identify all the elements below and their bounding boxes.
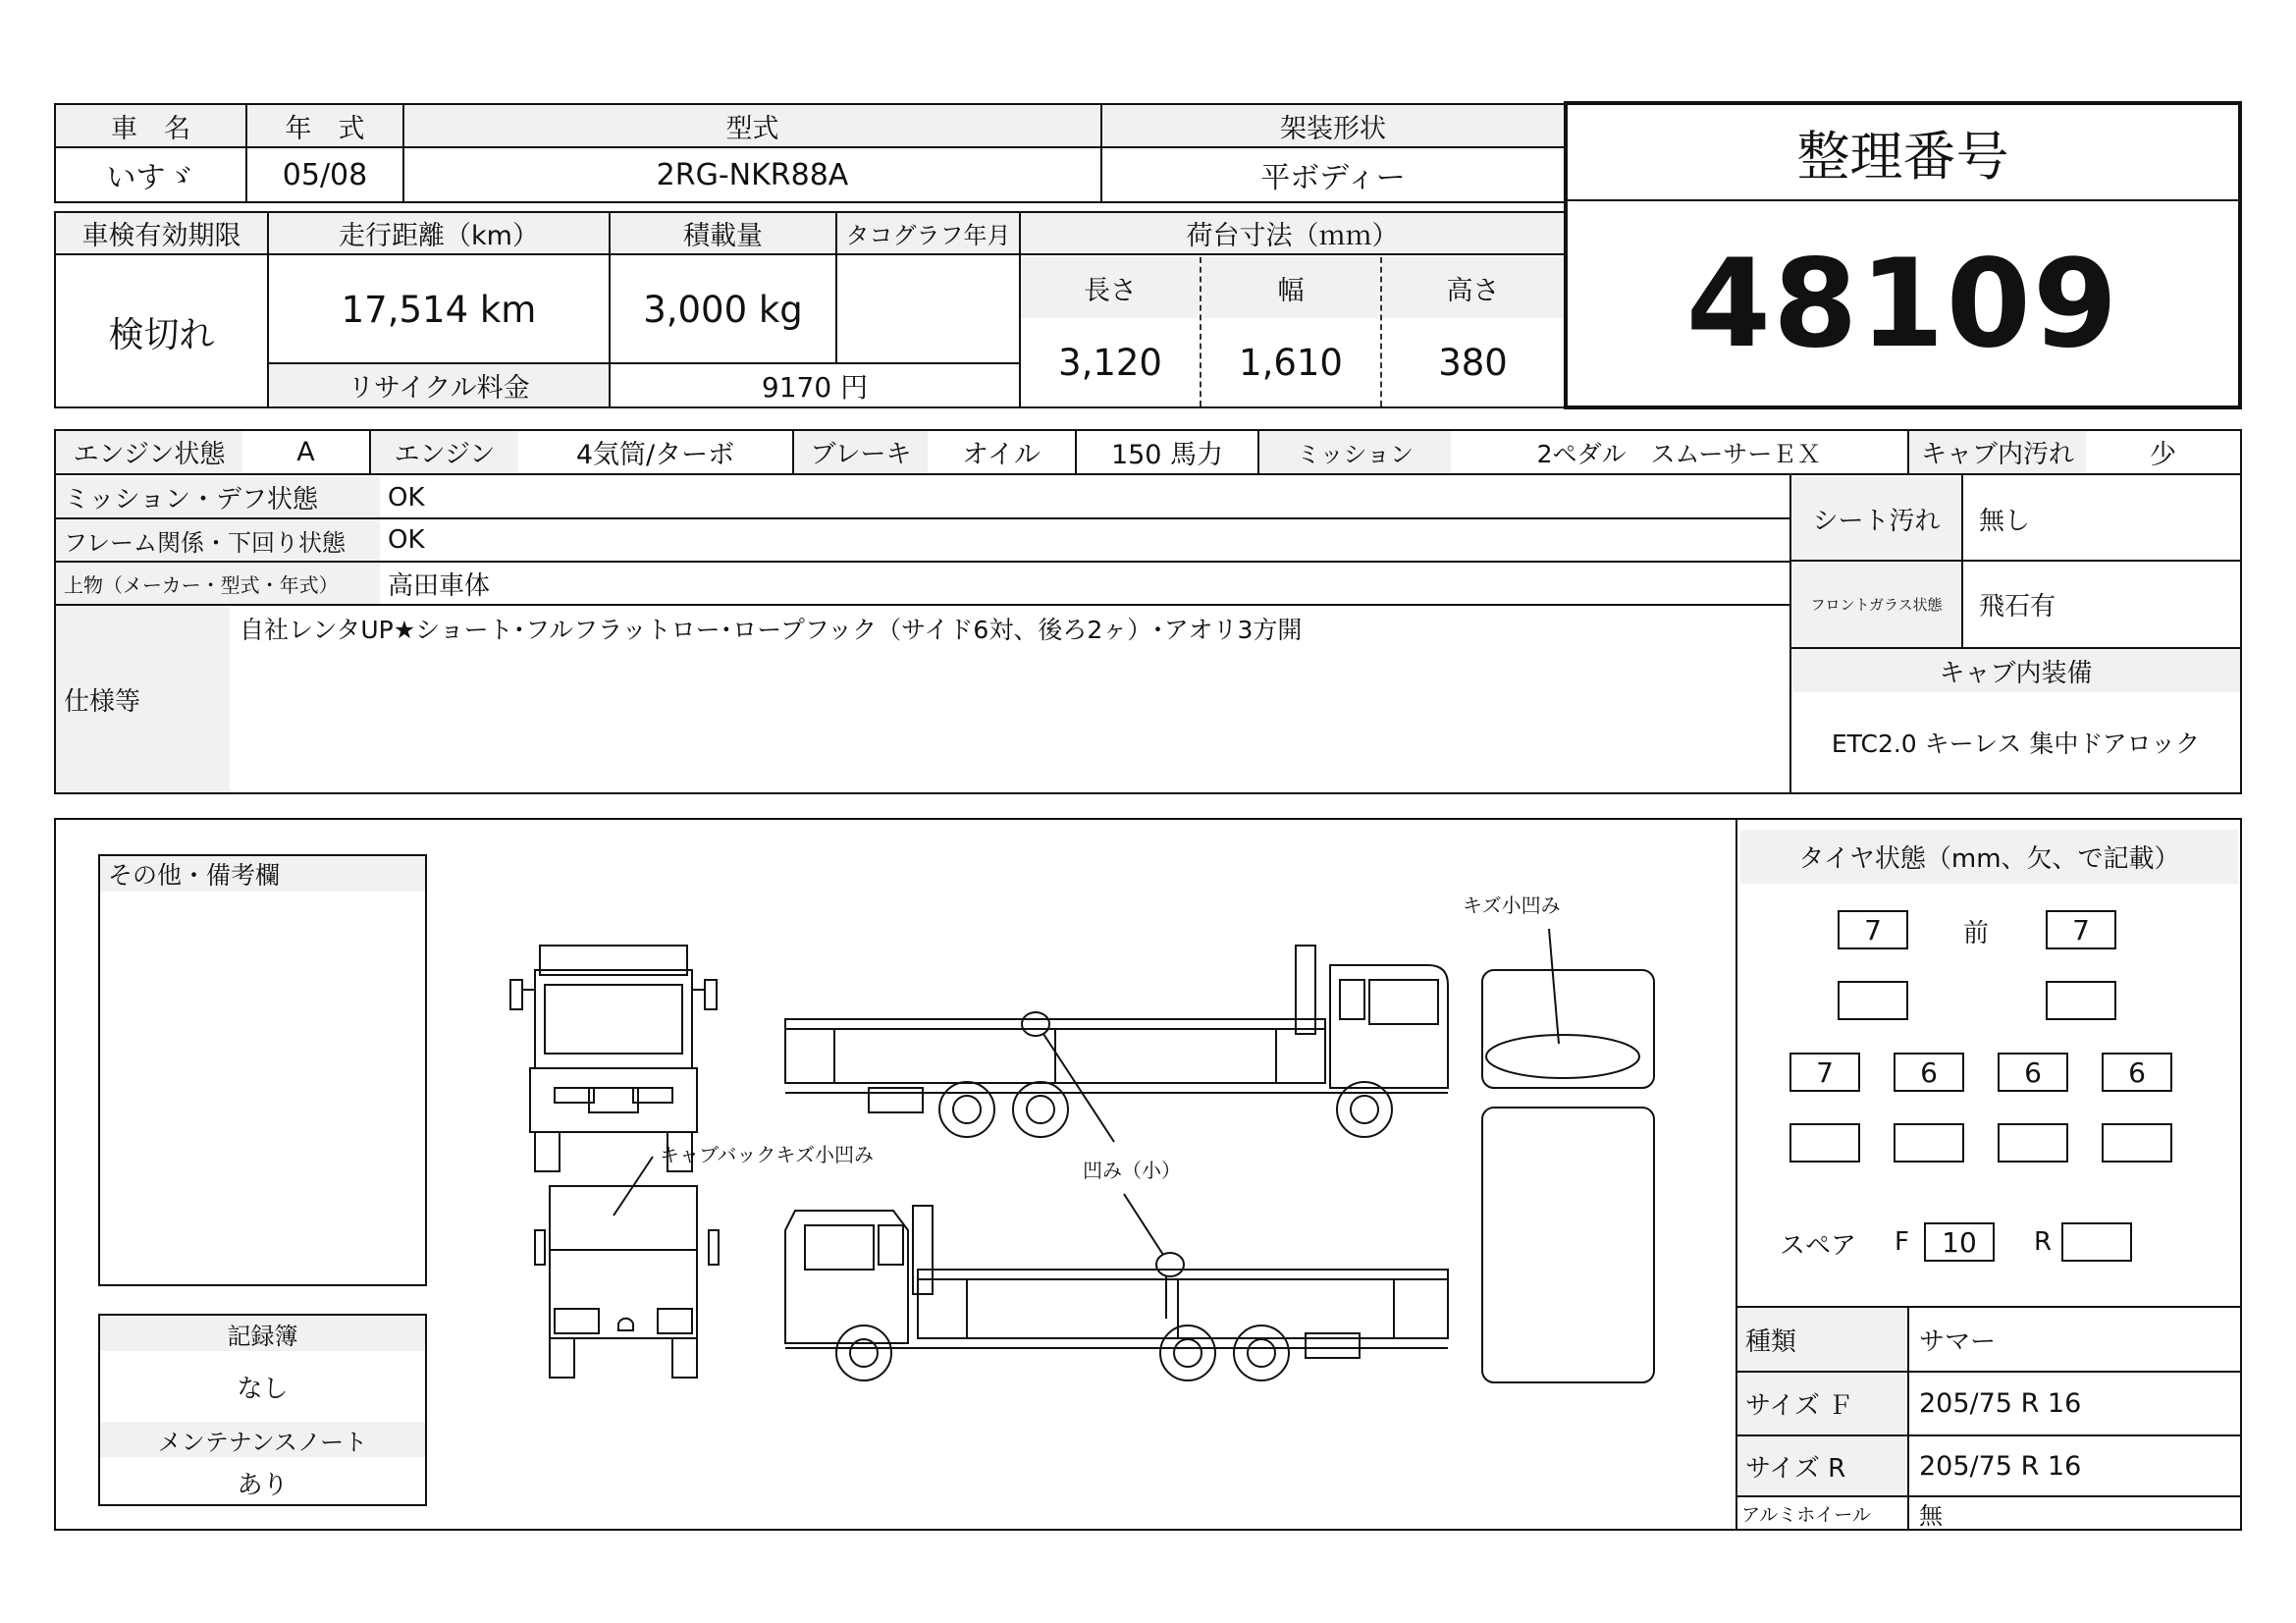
- vehicle-name-value: いすゞ: [106, 161, 195, 195]
- year-value: 05/08: [282, 157, 368, 192]
- cab-equip-label: キャブ内装備: [1791, 649, 2240, 692]
- tire-front-left: 7: [1838, 910, 1908, 949]
- alloy-wheel-value: 無: [1919, 1501, 1943, 1529]
- tire-rear1-4: 6: [2102, 1053, 2172, 1092]
- vehicle-name-label: 車 名: [56, 105, 245, 146]
- tire-front-label: 前: [1963, 919, 1990, 948]
- model-label: 型式: [404, 105, 1100, 146]
- inspection-value: 検切れ: [108, 314, 215, 355]
- model-value: 2RG-NKR88A: [656, 157, 849, 192]
- mission-label: ミッション: [1259, 431, 1451, 473]
- spare-f-label: F: [1895, 1227, 1909, 1257]
- engine-label: エンジン: [371, 431, 518, 473]
- ref-number-label: 整理番号: [1796, 125, 2009, 188]
- cab-dirt-label: キャブ内汚れ: [1909, 431, 2086, 473]
- windshield-label: フロントガラス状態: [1791, 562, 1961, 647]
- truck-front-view: [510, 946, 717, 1171]
- tire-rear1-1: 7: [1789, 1053, 1860, 1092]
- tire-rear1-2: 6: [1894, 1053, 1964, 1092]
- tire-rear1-3: 6: [1998, 1053, 2068, 1092]
- tire-rear2-3: [1998, 1123, 2068, 1163]
- tire-type-label: 種類: [1737, 1308, 1907, 1371]
- upper-body-value: 高田車体: [388, 570, 491, 601]
- spare-f-value: 10: [1924, 1222, 1995, 1262]
- seat-dirt-label: シート汚れ: [1791, 477, 1961, 560]
- tire-title: タイヤ状態（mm、欠、で記載）: [1740, 830, 2238, 884]
- spare-label: スペア: [1780, 1231, 1857, 1261]
- body-type-value: 平ボディー: [1260, 161, 1406, 195]
- note-dent-small: 凹み（小）: [1083, 1159, 1181, 1182]
- frame-label: フレーム関係・下回り状態: [56, 519, 380, 561]
- tire-size-r-value: 205/75 R 16: [1919, 1450, 2082, 1482]
- mission-value: 2ペダル スムーサーＥＸ: [1536, 439, 1822, 468]
- bed-length-value: 3,120: [1058, 341, 1162, 384]
- mission-diff-value: OK: [388, 482, 425, 513]
- horsepower-value: 150 馬力: [1110, 440, 1224, 470]
- year-label: 年 式: [247, 105, 402, 146]
- tire-size-f-value: 205/75 R 16: [1919, 1388, 2082, 1419]
- note-scratch-dent: キズ小凹み: [1463, 893, 1561, 917]
- tire-front-right: 7: [2046, 910, 2116, 949]
- tire-size-r-label: サイズ R: [1737, 1436, 1907, 1495]
- ref-number-value: 48109: [1685, 234, 2120, 375]
- bed-height-label: 高さ: [1382, 257, 1564, 318]
- truck-diagram: [0, 818, 1708, 1531]
- bed-size-label: 荷台寸法（ｍｍ）: [1021, 213, 1564, 253]
- engine-state-label: エンジン状態: [56, 431, 242, 473]
- spare-r-label: R: [2034, 1227, 2053, 1257]
- engine-state-value: A: [296, 437, 315, 467]
- bed-height-value: 380: [1438, 341, 1508, 384]
- note-cab-back: キャブバックキズ小凹み: [660, 1143, 874, 1166]
- tire-rear2-2: [1894, 1123, 1964, 1163]
- record-label: 記録簿: [100, 1316, 425, 1351]
- record-value: なし: [237, 1374, 289, 1404]
- bed-width-label: 幅: [1201, 257, 1380, 318]
- spec-label: 仕様等: [56, 606, 230, 792]
- cond-row-line: [54, 604, 1791, 606]
- tire-type-value: サマー: [1919, 1326, 1997, 1357]
- brake-value: オイル: [962, 440, 1041, 470]
- mission-diff-label: ミッション・デフ状態: [56, 477, 380, 517]
- body-type-label: 架装形状: [1102, 105, 1564, 146]
- spec-value: 自社レンタUP★ショート･フルフラットロー･ロープフック（サイド6対、後ろ2ヶ）･アオリ3方開: [240, 616, 1303, 644]
- tachograph-value: [837, 257, 1019, 362]
- bed-length-label: 長さ: [1021, 257, 1200, 318]
- engine-value: 4気筒/ターボ: [575, 440, 735, 470]
- capacity-value: 3,000 kg: [643, 289, 803, 331]
- windshield-value: 飛石有: [1979, 592, 2056, 622]
- mileage-value: 17,514 km: [341, 289, 537, 331]
- capacity-label: 積載量: [611, 213, 835, 253]
- maintenance-label: メンテナンスノート: [100, 1422, 425, 1457]
- frame-value: OK: [388, 525, 425, 555]
- bed-width-value: 1,610: [1239, 341, 1343, 384]
- cab-equip-value: ETC2.0 キーレス 集中ドアロック: [1831, 730, 2201, 758]
- tire-rear2-4: [2102, 1123, 2172, 1163]
- truck-rear-view: [535, 1157, 719, 1378]
- mileage-label: 走行距離（km）: [269, 213, 609, 253]
- recycle-value: 9170 円: [761, 370, 869, 404]
- alloy-wheel-label: アルミホイール: [1741, 1503, 1871, 1526]
- upper-body-label: 上物（メーカー・型式・年式）: [56, 563, 380, 604]
- tire-rear2-1: [1789, 1123, 1860, 1163]
- seat-dirt-value: 無し: [1979, 506, 2031, 536]
- tachograph-label: タコグラフ年月: [837, 213, 1019, 253]
- spare-r-value: [2061, 1222, 2132, 1262]
- tire-front2-right: [2046, 981, 2116, 1020]
- tire-size-f-label: サイズ Ｆ: [1737, 1373, 1907, 1434]
- truck-side-view-upper: [785, 946, 1448, 1142]
- remarks-label: その他・備考欄: [100, 856, 425, 892]
- maintenance-value: あり: [237, 1470, 289, 1500]
- recycle-label: リサイクル料金: [269, 364, 609, 406]
- truck-side-view-lower: [785, 1194, 1448, 1380]
- tire-front2-left: [1838, 981, 1908, 1020]
- brake-label: ブレーキ: [794, 431, 928, 473]
- cab-dirt-value: 少: [2150, 440, 2176, 470]
- truck-top-view: [1482, 929, 1654, 1382]
- inspection-label: 車検有効期限: [56, 213, 267, 253]
